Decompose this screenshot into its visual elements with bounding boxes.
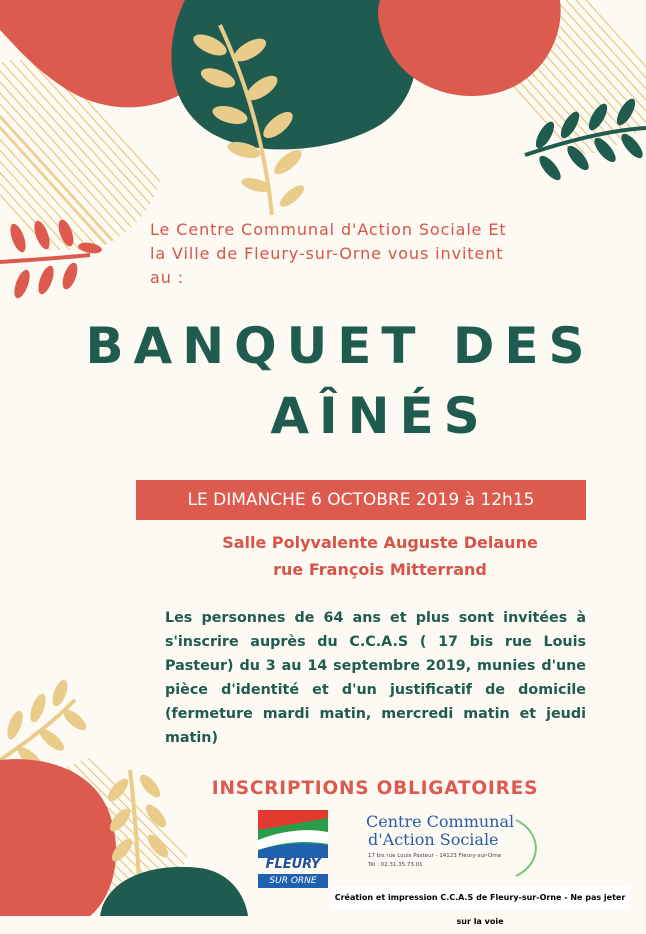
venue-street: rue François Mitterrand xyxy=(273,560,487,579)
green-blob-bottom xyxy=(100,867,248,916)
fleury-logo xyxy=(258,810,328,888)
fleury-logo-line-1: FLEURY xyxy=(265,857,321,872)
ccas-logo-line-1: Centre Communal xyxy=(366,812,515,831)
event-title-line-1: BANQUET DES xyxy=(85,317,595,375)
ccas-logo-phone: Tél : 02.31.35.73.01 xyxy=(368,862,423,868)
date-banner: LE DIMANCHE 6 OCTOBRE 2019 à 12h15 xyxy=(136,480,586,520)
intro-line-1: Le Centre Communal d'Action Sociale Et xyxy=(150,220,507,239)
ccas-logo xyxy=(366,812,546,882)
inscriptions-heading: INSCRIPTIONS OBLIGATOIRES xyxy=(211,778,539,799)
intro-line-2: la Ville de Fleury-sur-Orne vous invitent xyxy=(150,244,504,263)
ccas-logo-address: 17 bis rue Louis Pasteur - 14123 Fleury-sur-Orne xyxy=(368,853,502,859)
footer-credit: Création et impression C.C.A.S de Fleury-sur-Orne - Ne pas jeter sur la voie xyxy=(330,886,630,910)
fleury-logo-mark xyxy=(258,810,328,860)
ccas-logo-line-2: d'Action Sociale xyxy=(368,830,499,849)
leaf-branch-green-right xyxy=(525,96,646,183)
fleury-logo-line-2: SUR ORNE xyxy=(258,874,328,888)
venue-name: Salle Polyvalente Auguste Delaune xyxy=(222,533,538,552)
ccas-logo-swoosh xyxy=(366,812,546,882)
event-title-line-2: AÎNÉS xyxy=(270,387,490,445)
registration-paragraph: Les personnes de 64 ans et plus sont invitées à s'inscrire auprès du C.C.A.S ( 17 bis rue Louis Pasteur) du 3 au 14 septembre 2019, munies d'une pièce d'identité et d'un justificatif de domicile (fermeture mardi matin, mercredi matin et jeudi matin) xyxy=(165,610,586,746)
leaf-branch-yellow-bottom-left xyxy=(0,678,90,772)
coral-blob-bottom-left xyxy=(0,759,116,916)
intro-text xyxy=(150,218,590,290)
intro-line-3: au : xyxy=(150,268,185,287)
